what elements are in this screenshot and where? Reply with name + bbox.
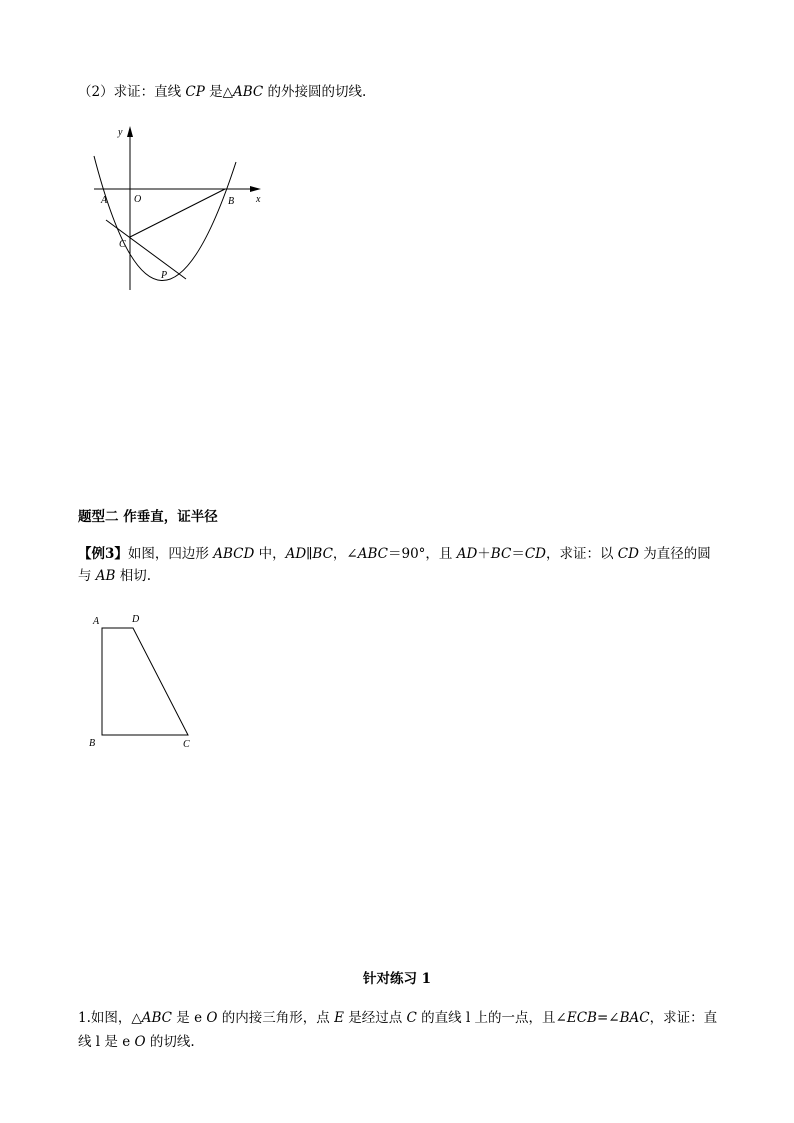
example3-cd: CD: [524, 546, 546, 562]
x-axis-arrow: [250, 186, 261, 192]
example3-tag: 【例3】: [78, 546, 128, 562]
practice1-o: O: [206, 1010, 218, 1026]
example3-cd: CD: [617, 546, 639, 562]
example3-text: ，求证：以: [545, 546, 618, 562]
label-p: P: [161, 270, 168, 281]
example3-ad: AD: [285, 546, 307, 562]
label-o: O: [134, 194, 142, 205]
example3-line1: [78, 542, 711, 562]
parabola-curve: [94, 156, 236, 281]
label-y: y: [118, 127, 123, 138]
trapezoid-figure: [84, 608, 204, 753]
label-b: B: [228, 196, 235, 207]
example3-bc: BC: [312, 546, 333, 562]
label-c: C: [119, 239, 126, 250]
example3-text: ＝: [511, 546, 525, 562]
practice1-text: 是经过点: [343, 1010, 407, 1026]
example3-text: 相切.: [115, 568, 152, 584]
practice1-e: E: [334, 1010, 344, 1026]
practice1-c: C: [406, 1010, 417, 1026]
practice1-text: 的切线.: [145, 1034, 195, 1050]
practice1-line1: [78, 1006, 717, 1026]
example3-ab: AB: [95, 568, 116, 584]
y-axis-arrow: [127, 126, 133, 137]
parabola-figure: [88, 122, 268, 297]
practice1-line2: [78, 1030, 195, 1050]
part2-suffix: 的外接圆的切线.: [263, 84, 367, 100]
example3-abcd: ABCD: [213, 546, 255, 562]
example3-bc: BC: [490, 546, 512, 562]
practice1-ecb: ECB: [566, 1010, 597, 1026]
part2-mid: 是△: [204, 84, 233, 100]
part2-cp: CP: [185, 84, 205, 100]
practice1-text: =∠: [596, 1010, 620, 1026]
segment-cb: [130, 189, 225, 237]
example3-text: ＋: [477, 546, 491, 562]
example3-line2: [78, 564, 151, 584]
part2-prefix: （2）求证：直线: [78, 84, 186, 100]
label-x: x: [256, 194, 261, 205]
example3-text: ∥: [306, 546, 313, 562]
example3-text: 中，: [254, 546, 286, 562]
practice1-o: O: [134, 1034, 146, 1050]
practice1-bac: BAC: [619, 1010, 650, 1026]
part2-abc: ABC: [233, 84, 264, 100]
practice1-abc: ABC: [141, 1010, 173, 1026]
example3-abc: ABC: [357, 546, 388, 562]
example3-text: 与: [78, 568, 96, 584]
practice1-text: 的内接三角形，点: [217, 1010, 335, 1026]
trapezoid-abcd: [102, 628, 188, 735]
section-title: 题型二 作垂直，证半径: [78, 509, 218, 525]
label-c: C: [183, 739, 190, 750]
example3-text: ，∠: [332, 546, 358, 562]
practice1-text: 的直线 l 上的一点，且∠: [416, 1010, 567, 1026]
practice1-text: 是 e: [172, 1010, 207, 1026]
example3-ad: AD: [456, 546, 478, 562]
example3-text: ＝90°，且: [387, 546, 457, 562]
label-b: B: [89, 738, 96, 749]
example3-text: 为直径的圆: [638, 546, 711, 562]
practice1-text: ，求证：直: [649, 1010, 718, 1026]
label-d: D: [132, 614, 140, 625]
label-a: A: [93, 616, 100, 627]
practice1-text: 1.如图，△: [78, 1010, 142, 1026]
example3-text: 如图，四边形: [127, 546, 214, 562]
practice-title: 针对练习 1: [362, 971, 432, 987]
practice1-text: 线 l 是 e: [78, 1034, 135, 1050]
part2-statement: [78, 80, 366, 100]
label-a: A: [101, 195, 108, 206]
